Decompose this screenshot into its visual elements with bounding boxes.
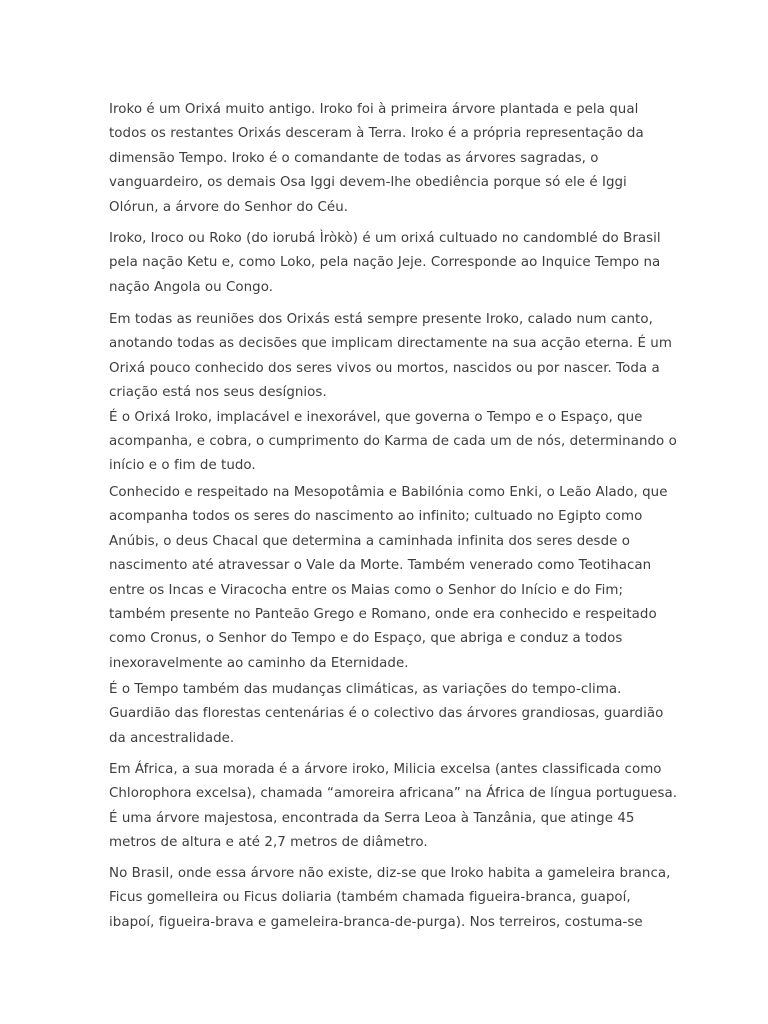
paragraph-iroko-reunions bbox=[109, 308, 677, 479]
text-line: entre os Incas e Viracocha entre os Maias como o Senhor do Início e do Fim; bbox=[109, 582, 624, 598]
text-line: inexoravelmente ao caminho da Eternidade. bbox=[109, 655, 409, 671]
text-line: também presente no Panteão Grego e Romano, onde era conhecido e respeitado bbox=[109, 607, 657, 623]
text-line: É uma árvore majestosa, encontrada da Serra Leoa à Tanzânia, que atinge 45 bbox=[109, 810, 635, 826]
text-line: acompanha todos os seres do nascimento ao infinito; cultuado no Egipto como bbox=[109, 509, 643, 525]
text-line: ibapoí, figueira-brava e gameleira-branca-de-purga). Nos terreiros, costuma-se bbox=[109, 914, 643, 930]
text-line: Em África, a sua morada é a árvore iroko, Milicia excelsa (antes classificada como bbox=[109, 762, 662, 777]
text-line: É o Orixá Iroko, implacável e inexorável, que governa o Tempo e o Espaço, que bbox=[109, 409, 643, 425]
text-line: Anúbis, o deus Chacal que determina a caminhada infinita dos seres desde o bbox=[109, 533, 630, 549]
paragraph-iroko-cultures bbox=[109, 481, 669, 676]
paragraph-iroko-climate bbox=[109, 678, 669, 751]
text-line: É o Tempo também das mudanças climáticas, as variações do tempo-clima. bbox=[109, 682, 622, 697]
text-line: nascimento até atravessar o Vale da Morte. Também venerado como Teotihacan bbox=[109, 558, 652, 574]
text-line: Ficus gomelleira ou Ficus doliaria (também chamada figueira-branca, guapoí, bbox=[109, 890, 631, 906]
paragraph-iroko-candomble bbox=[109, 227, 669, 300]
paragraph-iroko-africa bbox=[109, 758, 678, 856]
text-line: Chlorophora excelsa), chamada “amoreira africana” na África de língua portuguesa. bbox=[109, 786, 678, 802]
paragraph-iroko-brazil bbox=[109, 862, 669, 935]
text-line: acompanha, e cobra, o cumprimento do Karma de cada um de nós, determinando o bbox=[109, 434, 677, 450]
text-line: todos os restantes Orixás desceram à Terra. Iroko é a própria representação da bbox=[109, 126, 644, 142]
text-line: metros de altura e até 2,7 metros de diâmetro. bbox=[109, 835, 428, 851]
text-line: Olórun, a árvore do Senhor do Céu. bbox=[109, 199, 349, 215]
text-line: anotando todas as decisões que implicam directamente na sua acção eterna. É um bbox=[109, 336, 672, 352]
text-line: Iroko é um Orixá muito antigo. Iroko foi à primeira árvore plantada e pela qual bbox=[109, 102, 639, 117]
text-line: Em todas as reuniões dos Orixás está sempre presente Iroko, calado num canto, bbox=[109, 312, 653, 327]
text-line: Guardião das florestas centenárias é o colectivo das árvores grandiosas, guardião bbox=[109, 706, 664, 722]
text-line: como Cronus, o Senhor do Tempo e do Espaço, que abriga e conduz a todos bbox=[109, 631, 623, 647]
text-line: vanguardeiro, os demais Osa Iggi devem-lhe obediência porque só ele é Iggi bbox=[109, 175, 627, 191]
text-line: Conhecido e respeitado na Mesopotâmia e Babilónia como Enki, o Leão Alado, que bbox=[109, 485, 668, 500]
text-line: criação está nos seus desígnios. bbox=[109, 385, 327, 401]
text-line: início e o fim de tudo. bbox=[109, 458, 256, 474]
text-line: dimensão Tempo. Iroko é o comandante de todas as árvores sagradas, o bbox=[109, 150, 599, 166]
text-line: pela nação Ketu e, como Loko, pela nação Jeje. Corresponde ao Inquice Tempo na bbox=[109, 255, 661, 271]
text-line: No Brasil, onde essa árvore não existe, diz-se que Iroko habita a gameleira branca, bbox=[109, 866, 671, 881]
text-line: nação Angola ou Congo. bbox=[109, 279, 274, 295]
text-line: Orixá pouco conhecido dos seres vivos ou mortos, nascidos ou por nascer. Toda a bbox=[109, 360, 660, 376]
text-line: Iroko, Iroco ou Roko (do iorubá Ìròkò) é um orixá cultuado no candomblé do Brasil bbox=[109, 231, 661, 246]
paragraph-iroko-origin bbox=[109, 98, 669, 220]
text-line: da ancestralidade. bbox=[109, 730, 235, 746]
